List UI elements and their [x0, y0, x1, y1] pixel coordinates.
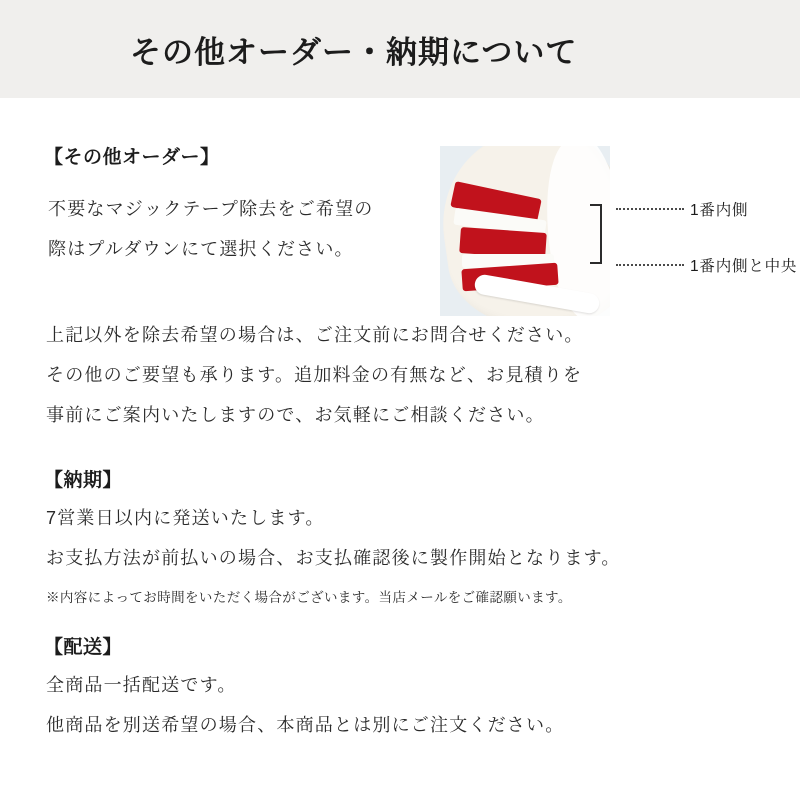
- callout-leader-inner-center: [616, 264, 684, 266]
- section-heading-other-order: 【その他オーダー】: [44, 147, 220, 168]
- shipping-text: [46, 665, 800, 745]
- delivery-line-2: お支払方法が前払いの場合、お支払確認後に製作開始となります。: [46, 548, 621, 568]
- other-order-text: [48, 189, 428, 269]
- callout-leader-inner: [616, 208, 684, 210]
- section-heading-delivery: 【納期】: [44, 470, 123, 491]
- exception-paragraph: [46, 315, 800, 435]
- delivery-note: ※内容によってお時間をいただく場合がございます。当店メールをご確認願います。: [46, 590, 572, 605]
- callout-bracket: [590, 204, 602, 264]
- exception-line-1: 上記以外を除去希望の場合は、ご注文前にお問合せください。: [46, 325, 584, 345]
- delivery-text: [46, 498, 800, 578]
- exception-line-3: 事前にご案内いたしますので、お気軽にご相談ください。: [46, 405, 545, 425]
- page-header: [0, 0, 800, 98]
- product-figure: [440, 146, 798, 316]
- section-heading-shipping: 【配送】: [44, 637, 123, 658]
- shipping-line-1: 全商品一括配送です。: [46, 675, 237, 695]
- product-photo: [440, 146, 610, 316]
- page-title: その他オーダー・納期について: [130, 34, 578, 70]
- callout-label-inner-center: 1番内側と中央: [690, 258, 798, 275]
- other-order-text-line-2: 際はプルダウンにて選択ください。: [48, 239, 354, 259]
- other-order-text-line-1: 不要なマジックテープ除去をご希望の: [48, 199, 374, 219]
- callout-label-inner: 1番内側: [690, 202, 749, 219]
- shipping-line-2: 他商品を別送希望の場合、本商品とは別にご注文ください。: [46, 715, 565, 735]
- delivery-line-1: 7営業日以内に発送いたします。: [46, 508, 325, 528]
- exception-line-2: その他のご要望も承ります。追加料金の有無など、お見積りを: [46, 365, 583, 385]
